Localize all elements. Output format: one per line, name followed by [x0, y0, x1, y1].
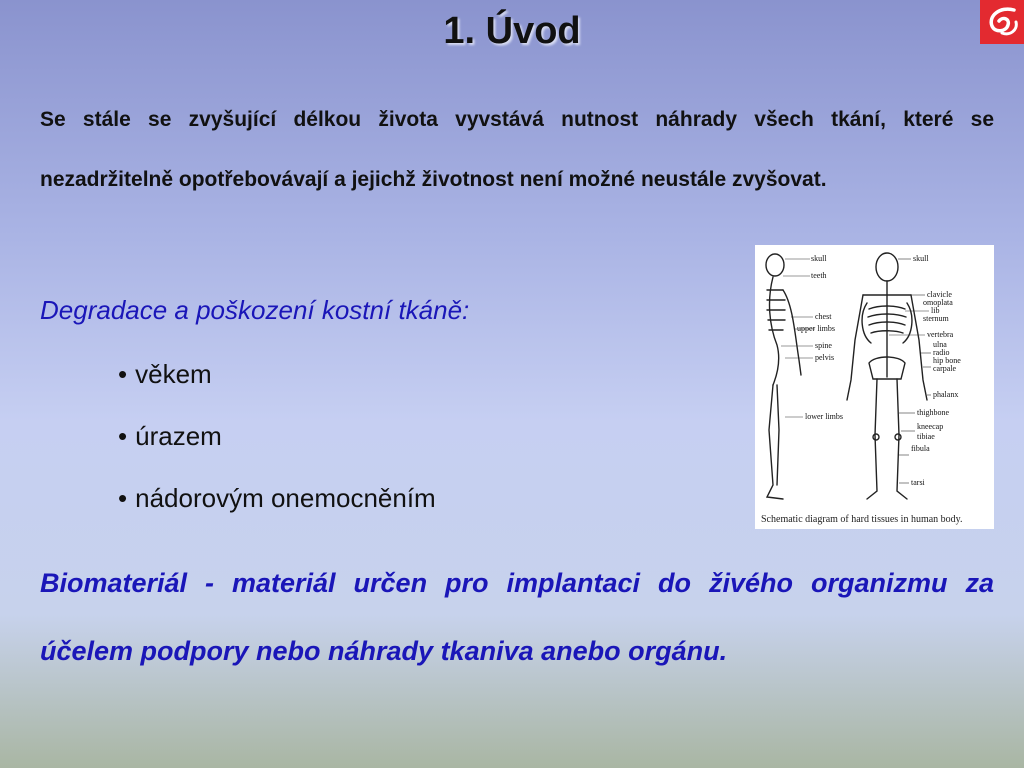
left-label: chest: [815, 312, 832, 321]
right-label: ulna: [933, 340, 947, 349]
right-label: sternum: [923, 314, 949, 323]
left-label: spine: [815, 341, 832, 350]
degradation-list: [118, 358, 436, 544]
left-label: lower limbs: [805, 412, 843, 421]
list-item: [118, 358, 436, 420]
degradation-heading: Degradace a poškození kostní tkáně:: [40, 295, 470, 325]
left-label: teeth: [811, 271, 827, 280]
bullet-icon: •: [118, 483, 128, 513]
list-item: [118, 420, 436, 482]
right-label: hip bone: [933, 356, 961, 365]
skeleton-figure: [755, 245, 994, 529]
slide-title: 1. Úvod: [443, 10, 581, 52]
right-label: vertebra: [927, 330, 954, 339]
right-label: phalanx: [933, 390, 959, 399]
intro-paragraph: Se stále se zvyšující délkou života vyvstává nutnost náhrady všech tkání, které se nezadržitelně opotřebovávají a jejichž životnost není možné neustále zvyšovat.: [40, 108, 994, 191]
skeleton-diagram: [755, 245, 994, 513]
right-label: skull: [913, 254, 929, 263]
bullet-icon: •: [118, 359, 128, 389]
right-label: thighbone: [917, 408, 949, 417]
right-label: tibiae: [917, 432, 935, 441]
figure-caption: Schematic diagram of hard tissues in human body.: [761, 514, 963, 525]
right-label: lib: [931, 306, 940, 315]
left-label: pelvis: [815, 353, 835, 362]
list-item-label: nádorovým onemocněním: [135, 483, 436, 513]
left-label: skull: [811, 254, 827, 263]
left-label: upper limbs: [797, 324, 835, 333]
right-label: carpale: [933, 364, 957, 373]
list-item: [118, 482, 436, 544]
right-label: fibula: [911, 444, 930, 453]
list-item-label: úrazem: [135, 421, 222, 451]
bullet-icon: •: [118, 421, 128, 451]
os-logo-icon: [980, 0, 1024, 44]
definition-paragraph: Biomateriál - materiál určen pro implantaci do živého organizmu za účelem podpory nebo náhrady tkaniva anebo orgánu.: [40, 568, 994, 666]
right-label: clavicle: [927, 290, 952, 299]
list-item-label: věkem: [135, 359, 212, 389]
right-label: tarsi: [911, 478, 925, 487]
right-label: kneecap: [917, 422, 944, 431]
right-label: omoplata: [923, 298, 953, 307]
right-label: radio: [933, 348, 950, 357]
